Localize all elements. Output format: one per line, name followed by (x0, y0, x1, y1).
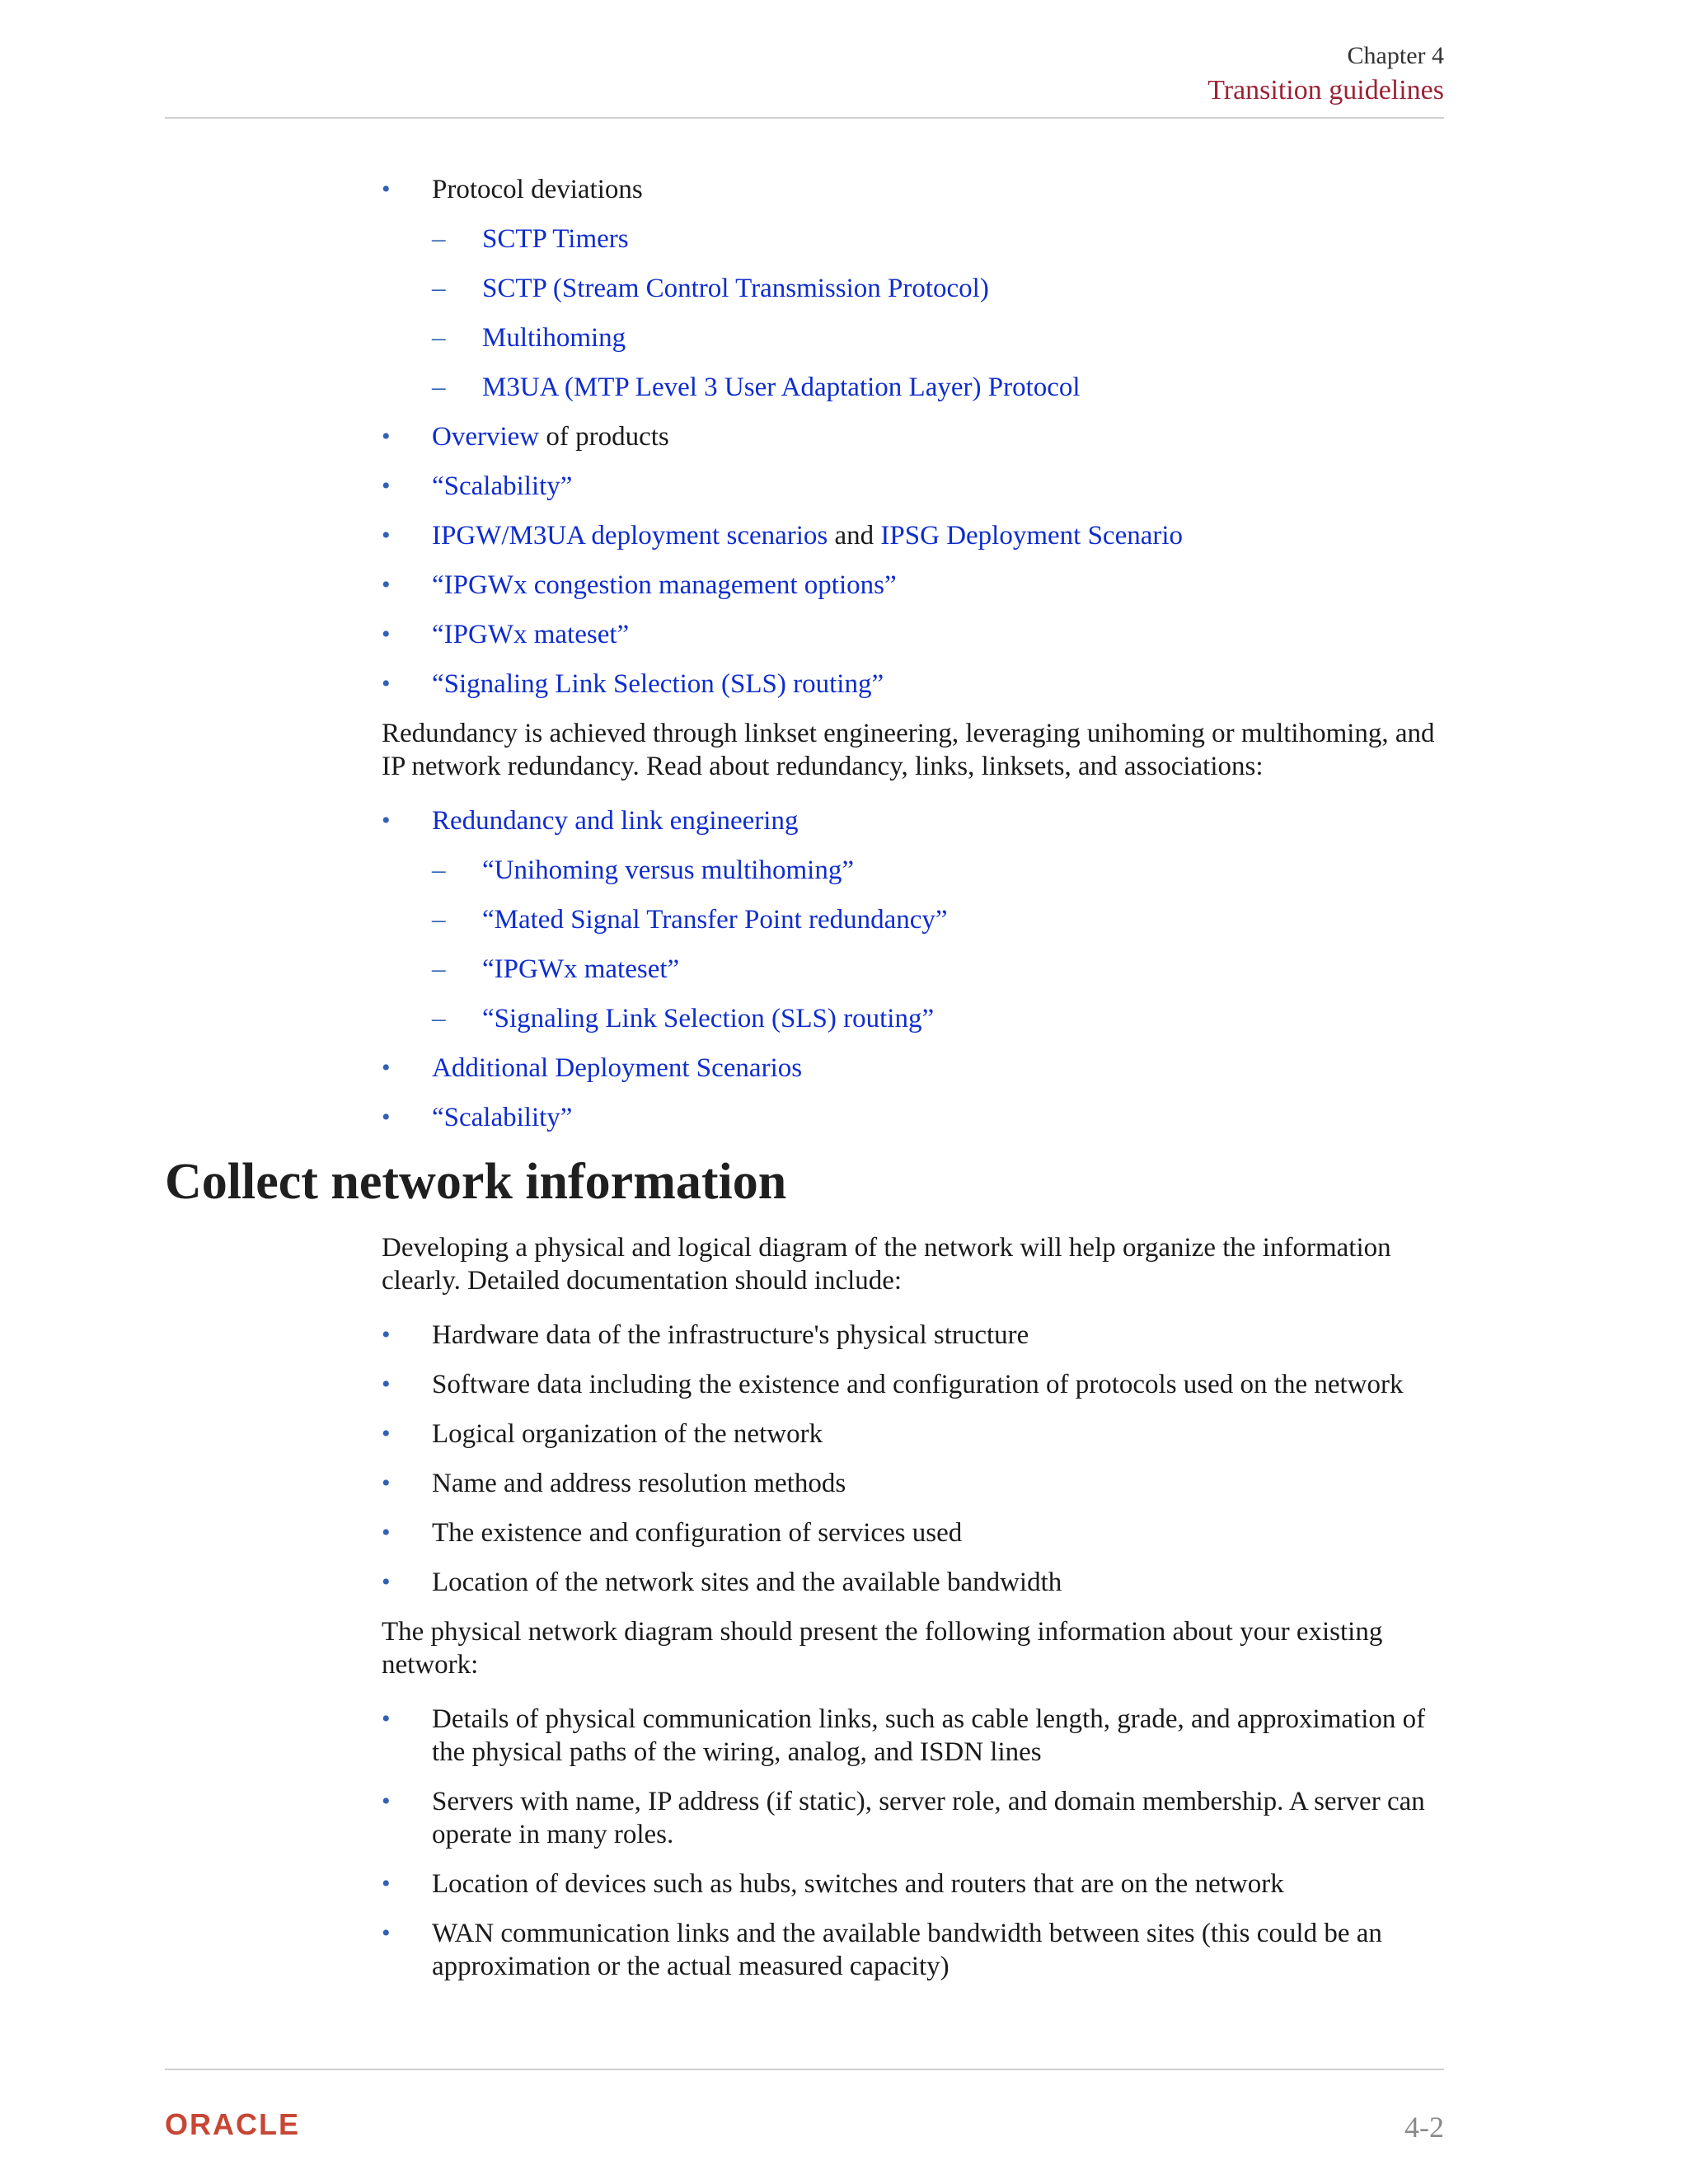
list-item (382, 223, 1444, 255)
doc-link[interactable]: Overview (432, 422, 540, 452)
list-item-text: Location of the network sites and the available bandwidth (432, 1568, 1062, 1597)
doc-link[interactable]: “IPGWx congestion management options” (432, 570, 897, 600)
list-item (382, 953, 1444, 986)
oracle-logo-icon (165, 2108, 346, 2141)
list-physical-info (382, 1703, 1444, 1983)
list-item (382, 1002, 1444, 1035)
bullet-icon: • (382, 1705, 391, 1732)
list-item (382, 1467, 1444, 1500)
dash-icon: – (432, 855, 446, 885)
chapter-label: Chapter 4 (1347, 42, 1444, 69)
list-item-text: and (828, 521, 881, 551)
list-item (382, 470, 1444, 503)
dash-icon: – (432, 224, 446, 254)
bullet-icon: • (382, 176, 391, 203)
dash-icon: – (432, 323, 446, 353)
list-item (382, 1319, 1444, 1352)
dash-icon: – (432, 373, 446, 402)
list-item-text: WAN communication links and the available bandwidth between sites (this could be an approximation or the actual measured capacity) (432, 1919, 1382, 1981)
list-item (382, 1101, 1444, 1134)
list-item-text: Protocol deviations (432, 175, 643, 204)
doc-link[interactable]: Multihoming (482, 323, 626, 353)
footer-divider (165, 2069, 1444, 2070)
bullet-icon: • (382, 807, 391, 834)
page-header (1207, 40, 1444, 109)
list-redundancy (382, 804, 1444, 1134)
doc-link[interactable]: “IPGWx mateset” (482, 954, 680, 984)
section-heading: Collect network information (165, 1154, 787, 1210)
bullet-icon: • (382, 1519, 391, 1546)
list-item (382, 420, 1444, 453)
bullet-icon: • (382, 1469, 391, 1497)
paragraph-diagram: Developing a physical and logical diagram of the network will help organize the information clearly. Detailed documentation should include: (382, 1233, 1391, 1296)
list-item-text: Logical organization of the network (432, 1419, 823, 1449)
bullet-icon: • (382, 1371, 391, 1398)
doc-link[interactable]: IPGW/M3UA deployment scenarios (432, 521, 828, 551)
paragraph-redundancy: Redundancy is achieved through linkset engineering, leveraging unihoming or multihoming, and IP network redundancy. Read about redundancy, links, linksets, and associations: (382, 719, 1435, 781)
doc-link[interactable]: “IPGWx mateset” (432, 620, 630, 649)
bullet-icon: • (382, 670, 391, 697)
list-item (382, 1703, 1444, 1769)
bullet-icon: • (382, 571, 391, 598)
bullet-icon: • (382, 1321, 391, 1348)
page-number: 4-2 (1404, 2111, 1444, 2144)
list-item-text: Details of physical communication links, such as cable length, grade, and approximation of the physical paths of the wiring, analog, and ISDN lines (432, 1704, 1426, 1767)
list-item (382, 668, 1444, 701)
section-title-link[interactable]: Transition guidelines (1207, 75, 1444, 105)
list-item (382, 1516, 1444, 1549)
oracle-logo-text: ORACLE (165, 2108, 300, 2141)
dash-icon: – (432, 905, 446, 935)
list-documentation (382, 1319, 1444, 1599)
dash-icon: – (432, 1004, 446, 1033)
list-item (382, 272, 1444, 305)
bullet-icon: • (382, 1104, 391, 1131)
list-item (382, 519, 1444, 552)
bullet-icon: • (382, 1420, 391, 1447)
doc-link[interactable]: SCTP Timers (482, 224, 629, 254)
doc-link[interactable]: “Signaling Link Selection (SLS) routing” (482, 1004, 935, 1033)
doc-link[interactable]: Redundancy and link engineering (432, 806, 799, 836)
doc-link[interactable]: “Unihoming versus multihoming” (482, 855, 854, 885)
doc-link[interactable]: “Scalability” (432, 471, 573, 501)
list-item (382, 1868, 1444, 1900)
oracle-logo (165, 2108, 346, 2145)
doc-link[interactable]: Additional Deployment Scenarios (432, 1053, 803, 1083)
list-item (382, 321, 1444, 354)
doc-link[interactable]: “Scalability” (432, 1103, 573, 1132)
doc-link[interactable]: SCTP (Stream Control Transmission Protocol) (482, 274, 989, 303)
list-item (382, 1785, 1444, 1851)
bullet-icon: • (382, 1568, 391, 1596)
bullet-icon: • (382, 1054, 391, 1081)
list-item (382, 173, 1444, 206)
list-item (382, 371, 1444, 404)
dash-icon: – (432, 274, 446, 303)
list-item (382, 1052, 1444, 1085)
bullet-icon: • (382, 522, 391, 549)
list-item (382, 1917, 1444, 1983)
list-item-text: Hardware data of the infrastructure's physical structure (432, 1320, 1029, 1350)
bullet-icon: • (382, 1870, 391, 1897)
main-content (165, 173, 1444, 1999)
bullet-icon: • (382, 1788, 391, 1815)
list-item-text: Servers with name, IP address (if static), server role, and domain membership. A server can operate in many roles. (432, 1787, 1425, 1849)
list-item-text: Software data including the existence and configuration of protocols used on the network (432, 1370, 1404, 1399)
list-item (382, 903, 1444, 936)
doc-link[interactable]: “Mated Signal Transfer Point redundancy” (482, 905, 948, 935)
list-item (382, 804, 1444, 837)
bullet-icon: • (382, 621, 391, 648)
bullet-icon: • (382, 472, 391, 499)
list-item (382, 1418, 1444, 1451)
bullet-icon: • (382, 423, 391, 450)
list-protocols (382, 173, 1444, 701)
doc-link[interactable]: “Signaling Link Selection (SLS) routing” (432, 669, 884, 699)
list-item-text: Name and address resolution methods (432, 1469, 846, 1498)
header-divider (165, 117, 1444, 119)
list-item-text: The existence and configuration of services used (432, 1518, 963, 1548)
list-item (382, 854, 1444, 887)
list-item (382, 1368, 1444, 1401)
doc-link[interactable]: M3UA (MTP Level 3 User Adaptation Layer) Protocol (482, 373, 1081, 402)
doc-link[interactable]: IPSG Deployment Scenario (880, 521, 1184, 551)
list-item-text: Location of devices such as hubs, switches and routers that are on the network (432, 1869, 1284, 1899)
dash-icon: – (432, 954, 446, 984)
list-item (382, 1566, 1444, 1599)
list-item (382, 618, 1444, 651)
list-item (382, 569, 1444, 602)
list-item-text: of products (539, 422, 669, 452)
paragraph-physical-diagram: The physical network diagram should present the following information about your existing network: (382, 1617, 1383, 1680)
bullet-icon: • (382, 1919, 391, 1947)
